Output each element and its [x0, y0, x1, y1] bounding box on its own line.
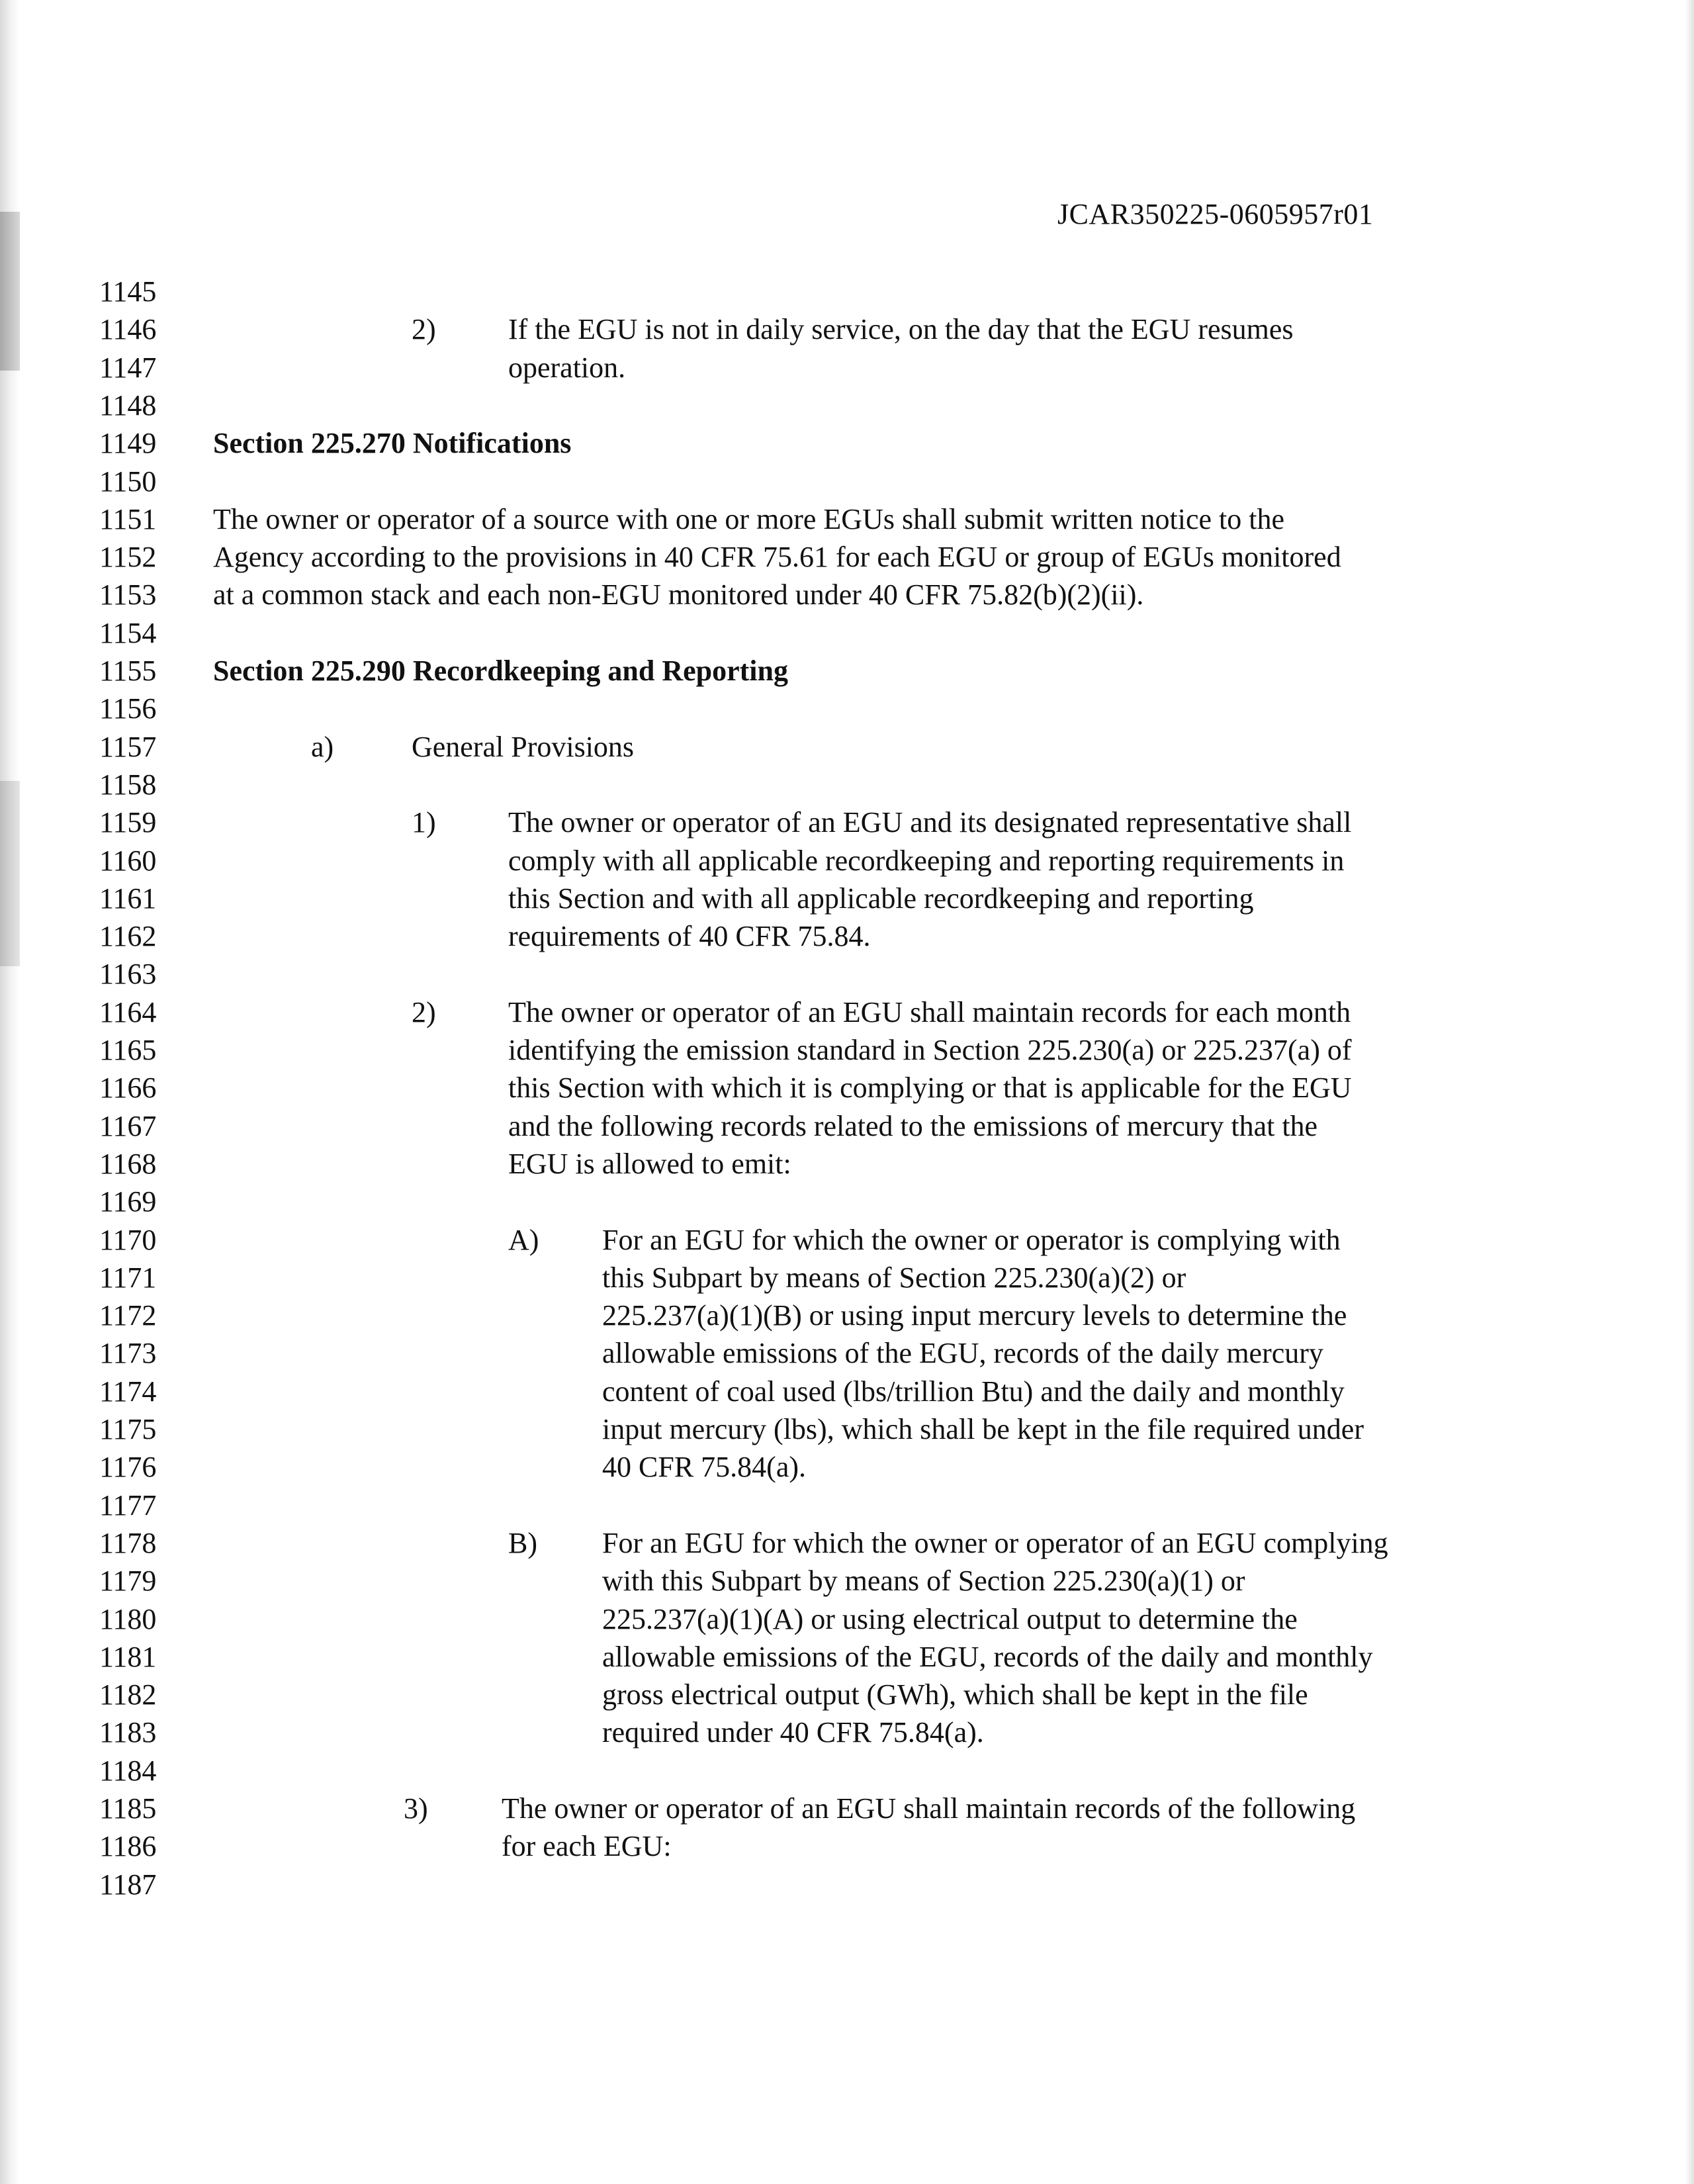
- body-text: this Subpart by means of Section 225.230(a)(2) or: [602, 1261, 1186, 1294]
- document-line: [0, 1183, 1694, 1221]
- document-line: [0, 1334, 1694, 1373]
- line-number: 1166: [99, 1071, 157, 1104]
- document-line: [0, 690, 1694, 728]
- body-text: 225.237(a)(1)(B) or using input mercury levels to determine the: [602, 1299, 1347, 1332]
- document-line: [0, 1752, 1694, 1790]
- body-text: EGU is allowed to emit:: [508, 1148, 791, 1180]
- line-number: 1181: [99, 1641, 157, 1673]
- line-number: 1154: [99, 617, 157, 649]
- document-line: [0, 538, 1694, 576]
- body-text: 40 CFR 75.84(a).: [602, 1451, 806, 1483]
- list-label: 2): [412, 313, 436, 345]
- line-number: 1147: [99, 351, 157, 384]
- document-line: [0, 1866, 1694, 1904]
- document-line: [0, 1713, 1694, 1752]
- document-line: [0, 1297, 1694, 1335]
- line-number: 1186: [99, 1830, 157, 1862]
- document-line: [0, 1145, 1694, 1183]
- line-number: 1168: [99, 1148, 157, 1180]
- document-line: [0, 500, 1694, 539]
- line-number: 1151: [99, 503, 157, 535]
- line-number: 1176: [99, 1451, 157, 1483]
- line-number: 1164: [99, 996, 157, 1028]
- body-text: Agency according to the provisions in 40 CFR 75.61 for each EGU or group of EGUs monitored: [213, 541, 1341, 573]
- body-text: operation.: [508, 351, 626, 384]
- body-text: requirements of 40 CFR 75.84.: [508, 920, 871, 952]
- line-number: 1175: [99, 1413, 157, 1445]
- line-number: 1180: [99, 1603, 157, 1635]
- line-number: 1160: [99, 844, 157, 877]
- document-line: [0, 424, 1694, 463]
- line-number: 1170: [99, 1224, 157, 1256]
- body-text: If the EGU is not in daily service, on the day that the EGU resumes: [508, 313, 1294, 345]
- document-line: [0, 614, 1694, 653]
- document-line: [0, 1562, 1694, 1600]
- line-number: 1182: [99, 1678, 157, 1711]
- document-line: [0, 1486, 1694, 1525]
- document-line: [0, 766, 1694, 804]
- document-line: [0, 728, 1694, 766]
- document-line: [0, 1676, 1694, 1714]
- body-text: General Provisions: [412, 731, 635, 763]
- body-text: For an EGU for which the owner or operator is complying with: [602, 1224, 1341, 1256]
- body-text: The owner or operator of an EGU shall maintain records of the following: [502, 1792, 1356, 1825]
- document-line: [0, 1524, 1694, 1563]
- list-label: 3): [404, 1792, 428, 1825]
- line-number: 1158: [99, 768, 157, 801]
- body-text: identifying the emission standard in Section 225.230(a) or 225.237(a) of: [508, 1034, 1352, 1066]
- document-line: [0, 1069, 1694, 1107]
- list-label: A): [508, 1224, 539, 1256]
- line-number: 1185: [99, 1792, 157, 1825]
- line-number: 1148: [99, 389, 157, 422]
- body-text: content of coal used (lbs/trillion Btu) and the daily and monthly: [602, 1375, 1345, 1408]
- line-number: 1152: [99, 541, 157, 573]
- line-number: 1150: [99, 465, 157, 498]
- line-number: 1171: [99, 1261, 157, 1294]
- line-number: 1184: [99, 1754, 157, 1787]
- document-line: [0, 1638, 1694, 1676]
- line-number: 1146: [99, 313, 157, 345]
- document-line: [0, 463, 1694, 501]
- body-text: gross electrical output (GWh), which shall be kept in the file: [602, 1678, 1308, 1711]
- line-number: 1177: [99, 1489, 157, 1522]
- line-number: 1153: [99, 578, 157, 611]
- document-line: [0, 993, 1694, 1032]
- document-line: [0, 1600, 1694, 1639]
- document-line: [0, 349, 1694, 387]
- line-number: 1145: [99, 275, 157, 308]
- body-text: The owner or operator of an EGU shall maintain records for each month: [508, 996, 1351, 1028]
- line-number: 1149: [99, 427, 157, 459]
- document-line: [0, 1827, 1694, 1866]
- line-number: 1157: [99, 731, 157, 763]
- list-label: 2): [412, 996, 436, 1028]
- section-heading: Section 225.290 Recordkeeping and Reporting: [213, 655, 788, 687]
- body-text: For an EGU for which the owner or operator of an EGU complying: [602, 1527, 1388, 1559]
- document-line: [0, 1107, 1694, 1146]
- body-text: comply with all applicable recordkeeping and reporting requirements in: [508, 844, 1345, 877]
- document-line: [0, 917, 1694, 956]
- line-number: 1172: [99, 1299, 157, 1332]
- document-line: [0, 1373, 1694, 1411]
- body-text: for each EGU:: [502, 1830, 672, 1862]
- document-line: [0, 842, 1694, 880]
- document-line: [0, 273, 1694, 311]
- line-number: 1167: [99, 1110, 157, 1142]
- document-line: [0, 1410, 1694, 1449]
- document-line: [0, 310, 1694, 349]
- line-number: 1179: [99, 1565, 157, 1597]
- list-label: a): [311, 731, 334, 763]
- body-text: The owner or operator of an EGU and its designated representative shall: [508, 806, 1352, 839]
- document-line: [0, 652, 1694, 690]
- line-number: 1165: [99, 1034, 157, 1066]
- line-number: 1178: [99, 1527, 157, 1559]
- line-number: 1174: [99, 1375, 157, 1408]
- document-line: [0, 880, 1694, 918]
- line-number: 1169: [99, 1185, 157, 1218]
- document-line: [0, 576, 1694, 614]
- list-label: B): [508, 1527, 537, 1559]
- body-text: at a common stack and each non-EGU monitored under 40 CFR 75.82(b)(2)(ii).: [213, 578, 1144, 611]
- line-number: 1155: [99, 655, 157, 687]
- body-text: 225.237(a)(1)(A) or using electrical output to determine the: [602, 1603, 1298, 1635]
- document-header-code: JCAR350225-0605957r01: [1057, 198, 1374, 230]
- document-line: [0, 1448, 1694, 1486]
- line-number: 1161: [99, 882, 157, 915]
- body-text: The owner or operator of a source with one or more EGUs shall submit written notice to the: [213, 503, 1284, 535]
- line-number: 1156: [99, 692, 157, 725]
- body-text: with this Subpart by means of Section 225.230(a)(1) or: [602, 1565, 1245, 1597]
- body-text: input mercury (lbs), which shall be kept in the file required under: [602, 1413, 1364, 1445]
- body-text: allowable emissions of the EGU, records of the daily and monthly: [602, 1641, 1373, 1673]
- body-text: allowable emissions of the EGU, records of the daily mercury: [602, 1337, 1323, 1369]
- document-line: [0, 1221, 1694, 1259]
- document-line: [0, 955, 1694, 993]
- document-line: [0, 1259, 1694, 1297]
- body-text: this Section and with all applicable recordkeeping and reporting: [508, 882, 1254, 915]
- document-line: [0, 1031, 1694, 1069]
- body-text: required under 40 CFR 75.84(a).: [602, 1716, 984, 1749]
- line-number: 1159: [99, 806, 157, 839]
- line-number: 1187: [99, 1868, 157, 1901]
- document-line: [0, 387, 1694, 425]
- list-label: 1): [412, 806, 436, 839]
- body-text: and the following records related to the emissions of mercury that the: [508, 1110, 1318, 1142]
- line-number: 1163: [99, 958, 157, 990]
- section-heading: Section 225.270 Notifications: [213, 427, 572, 459]
- line-number: 1173: [99, 1337, 157, 1369]
- body-text: this Section with which it is complying or that is applicable for the EGU: [508, 1071, 1352, 1104]
- line-number: 1183: [99, 1716, 157, 1749]
- document-line: [0, 1790, 1694, 1828]
- line-number: 1162: [99, 920, 157, 952]
- document-line: [0, 803, 1694, 842]
